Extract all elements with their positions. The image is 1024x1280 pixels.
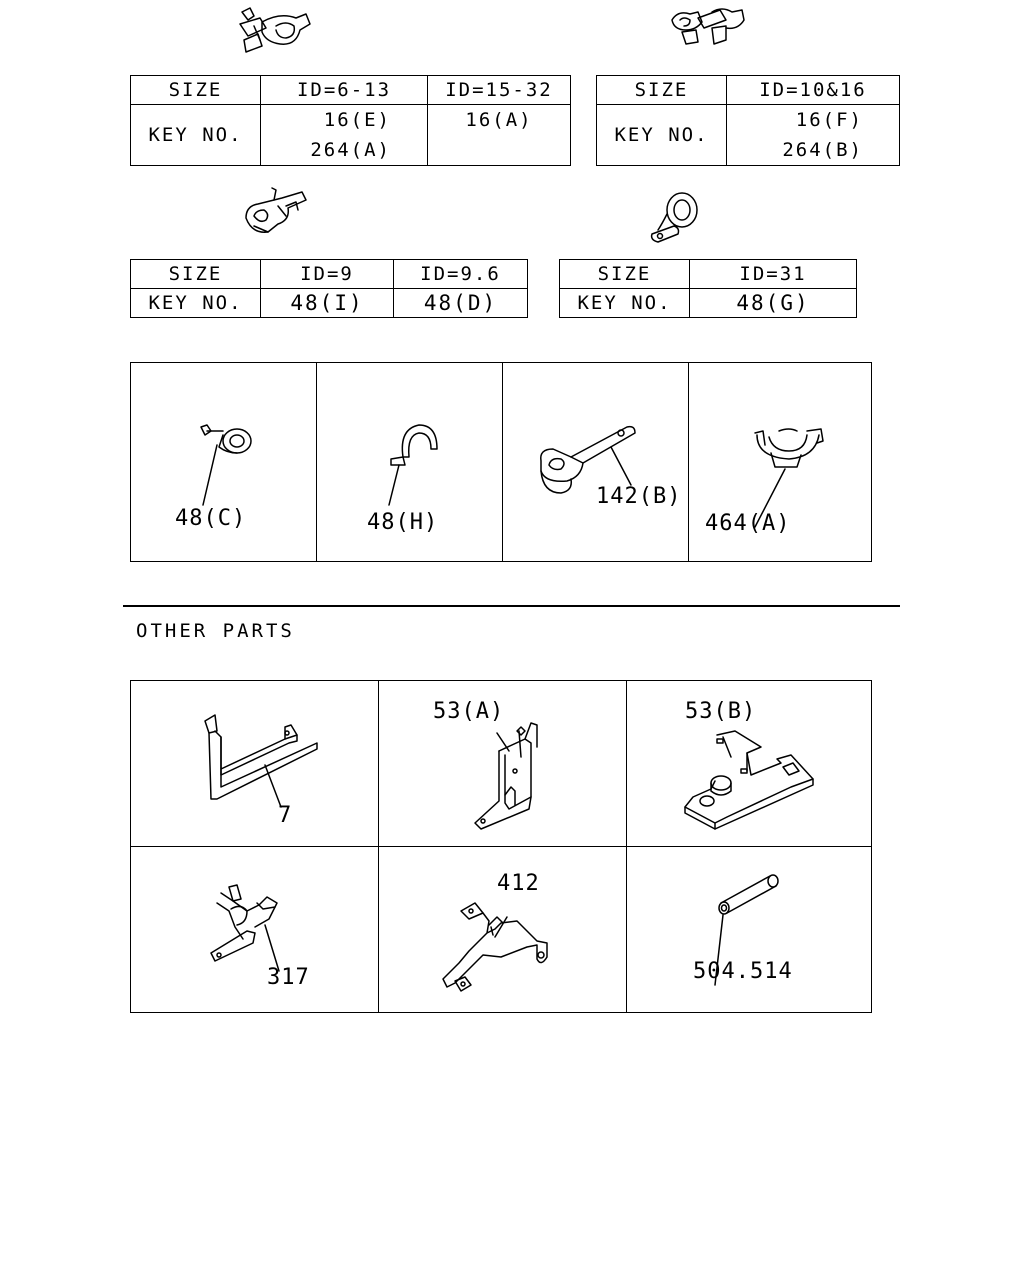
part-cell — [379, 847, 627, 1013]
part-cell — [131, 681, 379, 847]
part-key-label: 7 — [278, 803, 293, 828]
snap-clip-icon — [242, 186, 308, 244]
clip-size-table-3 — [130, 259, 528, 318]
part-key-label: 142(B) — [596, 484, 682, 509]
part-key-label: 53(B) — [685, 699, 757, 724]
size-value: ID=10&16 — [727, 76, 900, 105]
half-clamp-icon — [385, 419, 445, 509]
key-no-value: 264(A) — [310, 139, 391, 161]
part-key-label: 412 — [497, 871, 540, 896]
part-cell — [131, 363, 317, 562]
size-header: SIZE — [131, 260, 261, 289]
wire-clip-icon — [236, 6, 316, 54]
key-no-header: KEY NO. — [597, 105, 727, 166]
part-cell — [627, 847, 872, 1013]
key-no-value: 16(F) — [795, 109, 863, 131]
double-clip-icon — [668, 6, 748, 50]
key-no-cell — [261, 105, 428, 166]
size-value: ID=15-32 — [428, 76, 571, 105]
part-key-label: 317 — [267, 965, 310, 990]
part-key-label: 48(C) — [175, 506, 247, 531]
key-no-header: KEY NO. — [560, 289, 690, 318]
size-value: ID=9.6 — [394, 260, 528, 289]
key-no-value: 48(I) — [261, 289, 394, 318]
mount-plate-icon — [681, 727, 821, 837]
harness-clip-icon — [749, 423, 829, 513]
small-clip-icon — [197, 421, 257, 511]
size-header: SIZE — [597, 76, 727, 105]
size-value: ID=31 — [690, 260, 857, 289]
size-value: ID=6-13 — [261, 76, 428, 105]
key-no-cell — [428, 105, 571, 166]
key-no-header: KEY NO. — [131, 105, 261, 166]
size-header: SIZE — [131, 76, 261, 105]
clip-size-table-1 — [130, 75, 571, 166]
key-no-value: 48(G) — [690, 289, 857, 318]
clip-size-table-2 — [596, 75, 900, 166]
part-cell — [689, 363, 872, 562]
section-title: OTHER PARTS — [136, 620, 295, 642]
clip-parts-grid — [130, 362, 872, 562]
part-cell — [317, 363, 503, 562]
key-no-value: 48(D) — [394, 289, 528, 318]
ring-clamp-icon — [648, 190, 700, 246]
part-key-label: 53(A) — [433, 699, 505, 724]
key-no-value: 16(A) — [465, 109, 533, 131]
l-bracket-icon — [201, 711, 321, 811]
part-cell — [503, 363, 689, 562]
part-key-label: 504.514 — [693, 959, 793, 984]
clip-size-table-4 — [559, 259, 857, 318]
part-key-label: 48(H) — [367, 510, 439, 535]
other-parts-grid — [130, 680, 872, 1013]
key-no-header: KEY NO. — [131, 289, 261, 318]
part-cell — [379, 681, 627, 847]
part-cell — [627, 681, 872, 847]
key-no-value: 16(E) — [323, 109, 391, 131]
section-divider — [123, 605, 900, 607]
size-value: ID=9 — [261, 260, 394, 289]
part-cell — [131, 847, 379, 1013]
part-key-label: 464(A) — [705, 511, 791, 536]
clip-bracket-icon — [207, 883, 297, 973]
stay-bracket-icon — [469, 717, 559, 835]
key-no-cell — [727, 105, 900, 166]
size-header: SIZE — [560, 260, 690, 289]
key-no-value: 264(B) — [782, 139, 863, 161]
support-bracket-icon — [441, 891, 561, 1001]
